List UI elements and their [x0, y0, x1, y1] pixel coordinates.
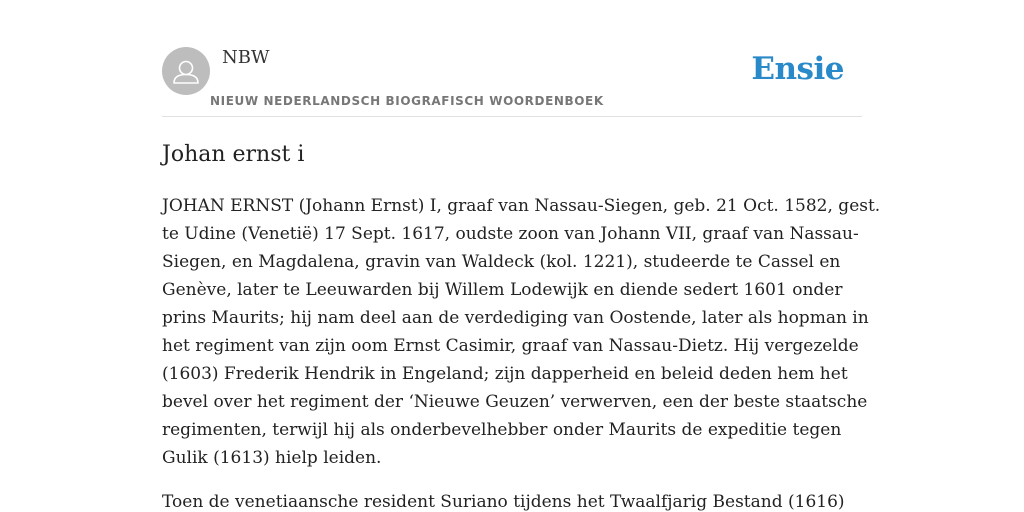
source-name[interactable]: NIEUW NEDERLANDSCH BIOGRAFISCH WOORDENBOEK [210, 94, 604, 108]
paragraph-line: Genève, later te Leeuwarden bij Willem Lodewijk en diende sedert 1601 onder [162, 280, 843, 300]
paragraph-line: het regiment van zijn oom Ernst Casimir, graaf van Nassau-Dietz. Hij vergezelde [162, 336, 859, 356]
user-icon [162, 47, 210, 95]
ensie-logo[interactable]: Ensie [751, 51, 844, 87]
paragraph-line: bevel over het regiment der ‘Nieuwe Geuzen’ verwerven, een der beste staatsche [162, 392, 868, 412]
author-name[interactable]: NBW [222, 47, 270, 68]
paragraph-2 [162, 488, 862, 512]
paragraph-line: (1603) Frederik Hendrik in Engeland; zijn dapperheid en beleid deden hem het [162, 364, 848, 384]
paragraph-line: JOHAN ERNST (Johann Ernst) I, graaf van Nassau-Siegen, geb. 21 Oct. 1582, gest. [162, 196, 881, 216]
paragraph-line: Siegen, en Magdalena, gravin van Waldeck (kol. 1221), studeerde te Cassel en [162, 252, 841, 272]
article-body [162, 192, 881, 512]
article-title: Johan ernst i [162, 142, 305, 167]
author-avatar[interactable] [162, 47, 210, 95]
paragraph-line: Toen de venetiaansche resident Suriano tijdens het Twaalfjarig Bestand (1616) [162, 492, 845, 512]
article-header [162, 0, 862, 117]
paragraph-line: Gulik (1613) hielp leiden. [162, 448, 382, 468]
paragraph-line: regimenten, terwijl hij als onderbevelhebber onder Maurits de expeditie tegen [162, 420, 842, 440]
paragraph-line: te Udine (Venetië) 17 Sept. 1617, oudste zoon van Johann VII, graaf van Nassau- [162, 224, 859, 244]
paragraph-1 [162, 192, 881, 472]
paragraph-line: prins Maurits; hij nam deel aan de verdediging van Oostende, later als hopman in [162, 308, 869, 328]
